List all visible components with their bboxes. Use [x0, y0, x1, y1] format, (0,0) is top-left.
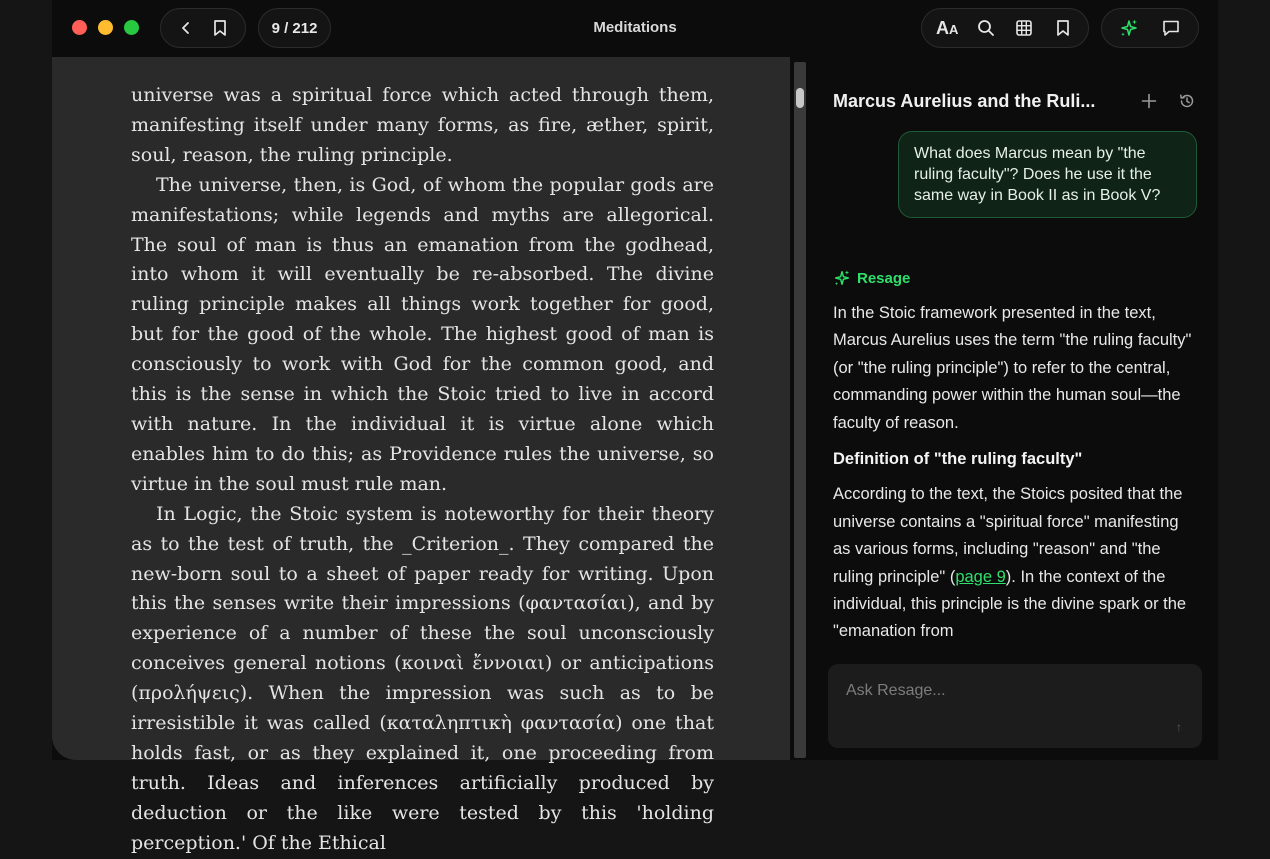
reader-page[interactable] [52, 57, 790, 854]
assistant-response [833, 300, 1193, 646]
minimize-window-button[interactable] [98, 20, 113, 35]
new-chat-button[interactable] [1135, 87, 1163, 115]
user-message: What does Marcus mean by "the ruling faculty"? Does he use it the same way in Book II as in Book V? [898, 131, 1197, 218]
grid-icon [1015, 19, 1033, 37]
chat-panel [812, 57, 1218, 760]
chat-bubble-icon [1161, 18, 1181, 38]
sparkles-icon [833, 269, 851, 287]
reader-tools-group [921, 8, 1089, 48]
search-button[interactable] [971, 13, 1001, 43]
zoom-window-button[interactable] [124, 20, 139, 35]
history-icon [1179, 93, 1195, 109]
title-bar [52, 0, 1218, 57]
chat-history-button[interactable] [1173, 87, 1201, 115]
response-paragraph [833, 481, 1193, 645]
scrollbar-thumb[interactable] [796, 88, 804, 108]
back-chevron-icon [179, 21, 193, 35]
send-button[interactable] [1170, 718, 1188, 736]
paragraph: The universe, then, is God, of whom the popular gods are manifestations; while legends and myths are allegorical. The soul of man is thus an emanation from the godhead, into whom it will eventually be re-absorbed. The divine ruling principle makes all things work together for good, but for the good of the whole. The highest good of man is consciously to work with God for the common good, and this is the sense in which the Stoic tried to live in accord with nature. In the individual it is virtue alone which enables him to do this; as Providence rules the universe, so virtue in the soul must rule man. [131, 173, 714, 495]
paragraph: In Logic, the Stoic system is noteworthy for their theory as to the test of truth, the _Criterion_. They compared the new-born soul to a sheet of paper ready for writing. Upon this the senses write their impressions (φαντασίαι), and by experience of a number of these the soul unconsciously conceives general notions (κοιναὶ ἔννοιαι) or anticipations (προλήψεις). When the impression was such as to be irresistible it was called (καταληπτικὴ φαντασία) one that holds fast, or as they explained it, one proceeding from truth. Ideas and inferences artificially produced by deduction or the like were tested by this 'holding perception.' Of the Ethical [131, 502, 714, 854]
response-heading: Definition of "the ruling faculty" [833, 450, 1083, 469]
page-text [131, 81, 714, 859]
response-text: ). In the context of the individual, this principle is the divine spark or the "emanation from [833, 567, 1187, 641]
font-size-icon: AA [936, 17, 959, 38]
send-arrow-icon: ↑ [1176, 720, 1182, 734]
page-reference-link[interactable]: page 9 [955, 567, 1006, 586]
ai-assistant-button[interactable] [1114, 13, 1144, 43]
page-indicator[interactable] [258, 8, 331, 48]
back-button[interactable] [171, 13, 201, 43]
font-size-button[interactable] [932, 13, 962, 43]
page-indicator-label: 9 / 212 [271, 19, 318, 37]
chat-button[interactable] [1156, 13, 1186, 43]
assistant-label [833, 269, 910, 287]
assistant-tools-group [1101, 8, 1199, 48]
chat-title: Marcus Aurelius and the Ruli... [833, 91, 1096, 111]
ask-box [828, 664, 1202, 748]
bookmark-icon [212, 19, 228, 37]
search-icon [977, 19, 995, 37]
bookmark-icon [1055, 19, 1071, 37]
reader-scrollbar[interactable] [794, 62, 806, 758]
document-title: Meditations [593, 19, 677, 36]
plus-icon [1141, 93, 1157, 109]
response-paragraph: In the Stoic framework presented in the text, Marcus Aurelius uses the term "the ruling faculty" (or "the ruling principle") to refer to the central, commanding power within the human soul—the faculty of reason. [833, 304, 1192, 432]
bookmarks-list-button[interactable] [1048, 13, 1078, 43]
close-window-button[interactable] [72, 20, 87, 35]
sparkles-icon [1119, 18, 1139, 38]
contents-grid-button[interactable] [1009, 13, 1039, 43]
paragraph: universe was a spiritual force which acted through them, manifesting itself under many forms, as fire, æther, spirit, soul, reason, the ruling principle. [131, 84, 714, 166]
response-text: According to the text, the Stoics posited that the universe contains a "spiritual force" manifesting as various forms, including "reason" and "the ruling principle" ( [833, 485, 1183, 586]
bookmark-page-button[interactable] [205, 13, 235, 43]
assistant-name: Resage [857, 269, 911, 287]
ask-input[interactable] [846, 680, 1176, 702]
app-window [52, 0, 1218, 854]
navigation-group [160, 8, 246, 48]
